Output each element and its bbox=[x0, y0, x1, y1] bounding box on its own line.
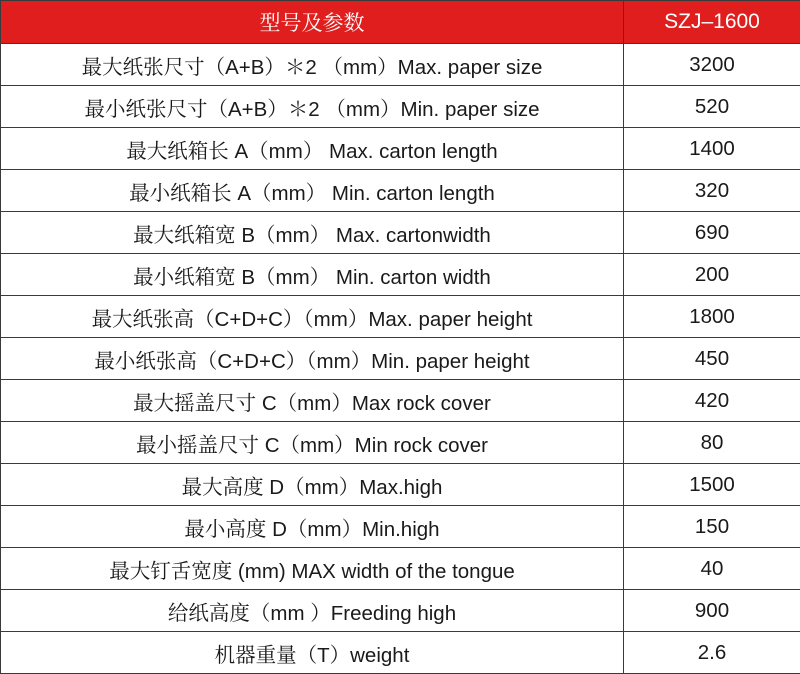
value-cell: 1800 bbox=[624, 296, 800, 338]
param-cell: 最大高度 D（mm）Max.high bbox=[1, 464, 624, 506]
param-cell: 最大纸张尺寸（A+B）＊2 （mm）Max. paper size bbox=[1, 44, 624, 86]
table-row bbox=[1, 380, 800, 422]
param-cell: 最小纸张高（C+D+C）（mm）Min. paper height bbox=[1, 338, 624, 380]
param-cell: 最大纸箱宽 B（mm） Max. cartonwidth bbox=[1, 212, 624, 254]
param-cell: 最小纸箱长 A（mm） Min. carton length bbox=[1, 170, 624, 212]
param-cell: 最大摇盖尺寸 C（mm）Max rock cover bbox=[1, 380, 624, 422]
table-row bbox=[1, 632, 800, 674]
param-cell: 最小高度 D（mm）Min.high bbox=[1, 506, 624, 548]
table-row bbox=[1, 254, 800, 296]
value-cell: 320 bbox=[624, 170, 800, 212]
value-cell: 40 bbox=[624, 548, 800, 590]
param-cell: 最小纸箱宽 B（mm） Min. carton width bbox=[1, 254, 624, 296]
param-cell: 最大纸箱长 A（mm） Max. carton length bbox=[1, 128, 624, 170]
table-row bbox=[1, 506, 800, 548]
table-row bbox=[1, 464, 800, 506]
value-cell: 900 bbox=[624, 590, 800, 632]
value-cell: 520 bbox=[624, 86, 800, 128]
param-cell: 机器重量（T）weight bbox=[1, 632, 624, 674]
table-row bbox=[1, 338, 800, 380]
value-cell: 2.6 bbox=[624, 632, 800, 674]
value-cell: 80 bbox=[624, 422, 800, 464]
header-param: 型号及参数 bbox=[1, 1, 624, 44]
header-model: SZJ–1600 bbox=[624, 1, 800, 44]
table-row bbox=[1, 590, 800, 632]
table-row bbox=[1, 422, 800, 464]
param-cell: 最小纸张尺寸（A+B）＊2 （mm）Min. paper size bbox=[1, 86, 624, 128]
table-row bbox=[1, 44, 800, 86]
value-cell: 690 bbox=[624, 212, 800, 254]
param-cell: 给纸高度（mm ）Freeding high bbox=[1, 590, 624, 632]
table-row bbox=[1, 86, 800, 128]
table-row bbox=[1, 170, 800, 212]
table-row bbox=[1, 128, 800, 170]
param-cell: 最大钉舌宽度 (mm) MAX width of the tongue bbox=[1, 548, 624, 590]
table-row bbox=[1, 296, 800, 338]
table-row bbox=[1, 212, 800, 254]
value-cell: 420 bbox=[624, 380, 800, 422]
table-row bbox=[1, 548, 800, 590]
table-header-row bbox=[1, 1, 800, 44]
value-cell: 1400 bbox=[624, 128, 800, 170]
param-cell: 最小摇盖尺寸 C（mm）Min rock cover bbox=[1, 422, 624, 464]
param-cell: 最大纸张高（C+D+C）（mm）Max. paper height bbox=[1, 296, 624, 338]
value-cell: 1500 bbox=[624, 464, 800, 506]
value-cell: 200 bbox=[624, 254, 800, 296]
value-cell: 3200 bbox=[624, 44, 800, 86]
value-cell: 450 bbox=[624, 338, 800, 380]
value-cell: 150 bbox=[624, 506, 800, 548]
